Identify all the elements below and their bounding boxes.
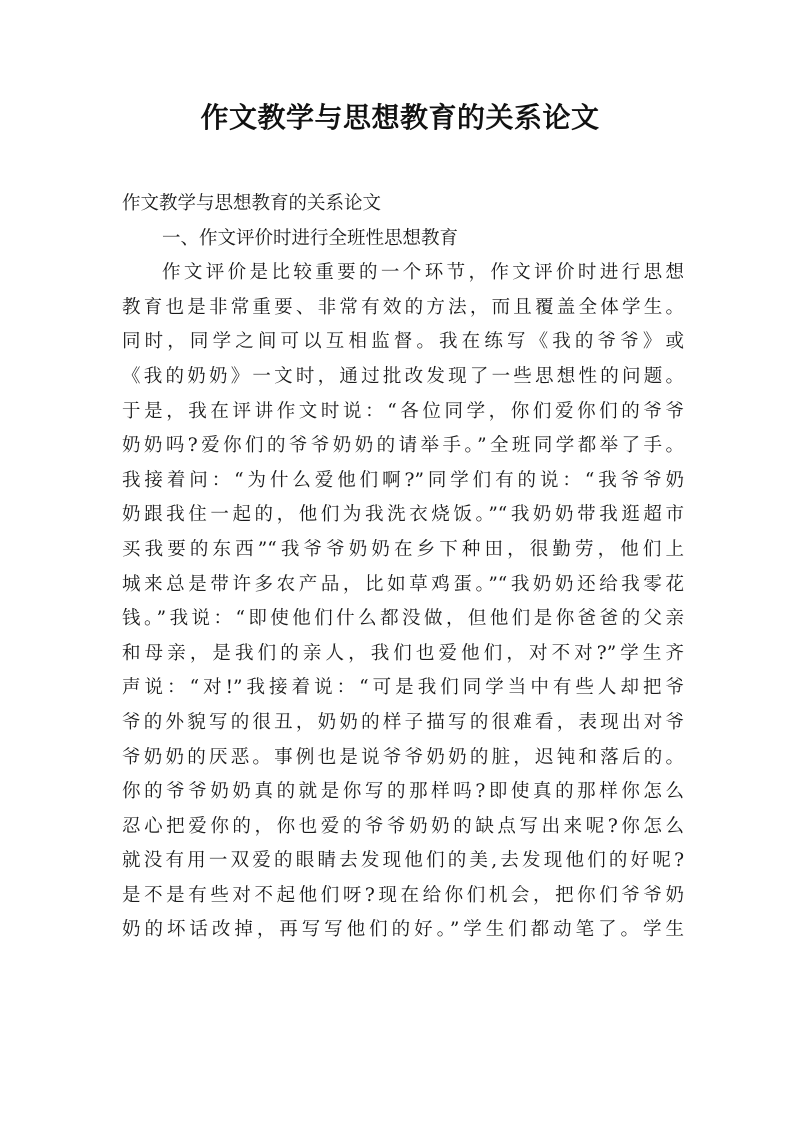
paragraph-line: 同时，同学之间可以互相监督。我在练写《我的爷爷》或 bbox=[122, 331, 684, 353]
document-title: 作文教学与思想教育的关系论文 bbox=[200, 101, 600, 134]
section-heading: 一、作文评价时进行全班性思想教育 bbox=[162, 227, 459, 249]
document-body bbox=[122, 187, 684, 948]
paragraph-line: 买我要的东西”“我爷爷奶奶在乡下种田，很勤劳，他们上 bbox=[122, 538, 684, 560]
paragraph-line: 是不是有些对不起他们呀?现在给你们机会，把你们爷爷奶 bbox=[122, 884, 684, 906]
paragraph-line: 就没有用一双爱的眼睛去发现他们的美,去发现他们的好呢? bbox=[122, 850, 684, 872]
paragraph-line: 爷的外貌写的很丑，奶奶的样子描写的很难看，表现出对爷 bbox=[122, 711, 684, 733]
paragraph-line: 于是，我在评讲作文时说：“各位同学，你们爱你们的爷爷 bbox=[122, 400, 684, 422]
paragraph-line: 和母亲，是我们的亲人，我们也爱他们，对不对?”学生齐 bbox=[122, 642, 684, 664]
paragraph-line: 我接着问：“为什么爱他们啊?”同学们有的说：“我爷爷奶 bbox=[122, 469, 684, 491]
paragraph-line: 奶跟我住一起的，他们为我洗衣烧饭。”“我奶奶带我逛超市 bbox=[122, 504, 684, 526]
paragraph-line: 声说：“对!”我接着说：“可是我们同学当中有些人却把爷 bbox=[122, 677, 684, 699]
paragraph-line: 你的爷爷奶奶真的就是你写的那样吗?即使真的那样你怎么 bbox=[122, 781, 684, 803]
paragraph-line: 教育也是非常重要、非常有效的方法，而且覆盖全体学生。 bbox=[122, 296, 684, 318]
paragraph-line: 城来总是带许多农产品，比如草鸡蛋。”“我奶奶还给我零花 bbox=[122, 573, 684, 595]
paragraph-line: 奶的坏话改掉，再写写他们的好。”学生们都动笔了。学生 bbox=[122, 919, 684, 941]
paragraph-line: 忍心把爱你的，你也爱的爷爷奶奶的缺点写出来呢?你怎么 bbox=[122, 815, 684, 837]
paragraph-line: 奶奶吗?爱你们的爷爷奶奶的请举手。”全班同学都举了手。 bbox=[122, 435, 684, 457]
paragraph-line: 钱。”我说：“即使他们什么都没做，但他们是你爸爸的父亲 bbox=[122, 608, 684, 630]
paragraph-line: 作文评价是比较重要的一个环节，作文评价时进行思想 bbox=[162, 262, 684, 284]
paragraph-line: 《我的奶奶》一文时，通过批改发现了一些思想性的问题。 bbox=[122, 365, 684, 387]
paragraph-line: 爷奶奶的厌恶。事例也是说爷爷奶奶的脏，迟钝和落后的。 bbox=[122, 746, 684, 768]
subtitle-line: 作文教学与思想教育的关系论文 bbox=[122, 193, 382, 214]
